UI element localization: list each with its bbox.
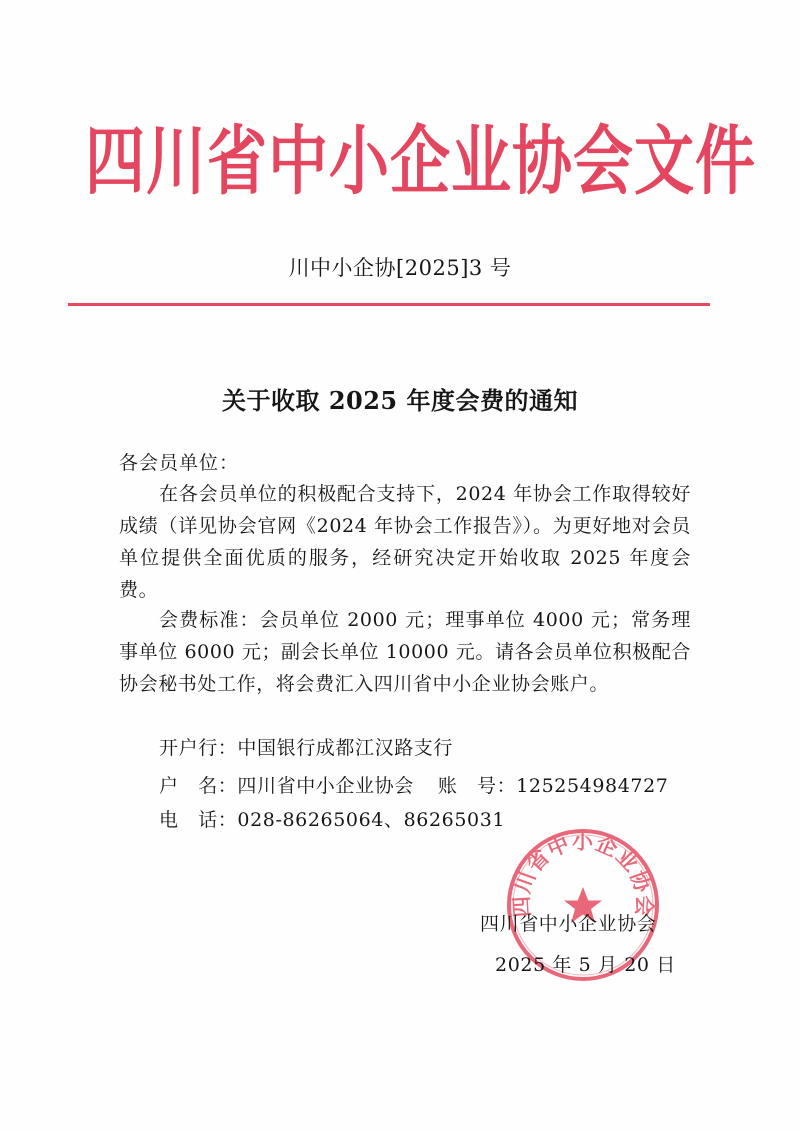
account-name: 户 名：四川省中小企业协会 [159, 775, 414, 797]
paragraph-work-summary: 在各会员单位的积极配合支持下，2024 年协会工作取得较好成绩（详见协会官网《2024 年协会工作报告》）。为更好地对会员单位提供全面优质的服务，经研究决定开始收取 2025 年度会费。 [119, 483, 691, 601]
paragraph-fee-standard: 会费标准：会员单位 2000 元；理事单位 4000 元；常务理事单位 6000 元；副会长单位 10000 元。请各会员单位积极配合协会秘书处工作，将会费汇入四川省中小企业协会账户。 [119, 609, 691, 695]
account-line [159, 771, 668, 801]
document-number: 川中小企协[2025]3 号 [288, 256, 512, 280]
signature-date: 2025 年 5 月 20 日 [495, 954, 676, 976]
svg-text:四川省中小企业协会: 四川省中小企业协会 [508, 828, 658, 919]
header-divider [68, 303, 710, 306]
bank-name-line: 开户行：中国银行成都江汉路支行 [159, 737, 454, 759]
salutation: 各会员单位： [119, 452, 240, 474]
document-header-title: 四川省中小企业协会文件 [85, 118, 756, 206]
signature-organization: 四川省中小企业协会 [480, 913, 657, 935]
phone-line: 电 话：028-86265064、86265031 [159, 809, 506, 831]
notice-title: 关于收取 2025 年度会费的通知 [221, 386, 578, 415]
account-number: 账 号：125254984727 [437, 775, 669, 797]
